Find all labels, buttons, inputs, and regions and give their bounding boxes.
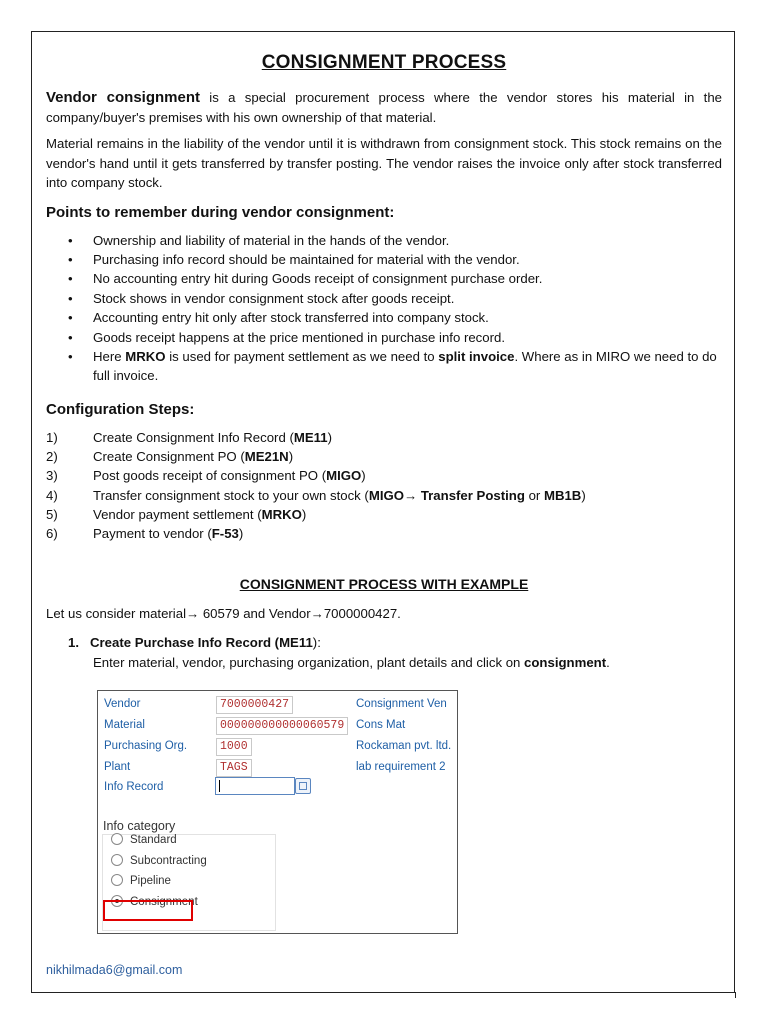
sap-row-material: Material 000000000000060579 Cons Mat [104, 715, 454, 735]
bullet-icon: • [68, 290, 73, 306]
sap-row-plant: Plant TAGS lab requirement 2 [104, 757, 454, 777]
intro-lead: Vendor consignment [46, 89, 200, 106]
list-item: • Stock shows in vendor consignment stock after goods receipt. [46, 289, 722, 308]
sap-row-vendor: Vendor 7000000427 Consignment Ven [104, 694, 454, 714]
bullet-icon: • [68, 251, 73, 267]
info-category-label: Info category [103, 819, 176, 833]
sap-row-info-record: Info Record [104, 781, 164, 793]
radio-icon[interactable] [111, 854, 123, 866]
vendor-field[interactable]: 7000000427 [216, 696, 293, 714]
list-item: • Ownership and liability of material in the hands of the vendor. [46, 231, 722, 250]
example-step-1 [46, 633, 722, 672]
sap-row-purch-org: Purchasing Org. 1000 Rockaman pvt. ltd. [104, 736, 454, 756]
radio-icon[interactable] [111, 833, 123, 845]
radio-pipeline[interactable]: Pipeline [111, 872, 171, 890]
material-field[interactable]: 000000000000060579 [216, 717, 348, 735]
config-heading: Configuration Steps: [46, 400, 195, 418]
bullet-icon: • [68, 271, 73, 287]
list-item: • Accounting entry hit only after stock transferred into company stock. [46, 308, 722, 327]
config-steps-list [46, 428, 722, 544]
bullet-icon: • [68, 232, 73, 248]
points-heading: Points to remember during vendor consignment: [46, 203, 395, 221]
example-step-1-desc: Enter material, vendor, purchasing organization, plant details and click on consignment. [93, 654, 610, 670]
sap-screenshot [97, 690, 458, 934]
example-intro: Let us consider material→ 60579 and Vendor→7000000427. [46, 605, 401, 621]
document-title: CONSIGNMENT PROCESS [261, 52, 507, 73]
plant-field[interactable]: TAGS [216, 759, 252, 777]
list-item: • Purchasing info record should be maintained for material with the vendor. [46, 250, 722, 269]
consignment-highlight-box [103, 900, 193, 921]
radio-icon[interactable] [111, 874, 123, 886]
radio-consignment[interactable]: Consignment [111, 893, 198, 911]
liability-paragraph: Material remains in the liability of the vendor until it is withdrawn from consignment stock. This stock remains on the vendor's hand until it gets transferred by transfer posting. The vendor raises the invoice only after stock transferred into company stock. [46, 136, 722, 190]
bullet-icon: • [68, 310, 73, 326]
bullet-icon: • [68, 348, 73, 364]
intro-rest: is a special procurement process where the vendor stores his material in the company/buyer's premises with his own ownership of that material. [46, 90, 722, 125]
value-help-icon[interactable] [295, 778, 311, 794]
footer-email: nikhilmada6@gmail.com [46, 963, 183, 977]
list-item: 5) Vendor payment settlement (MRKO) [46, 506, 307, 522]
purchasing-org-field[interactable]: 1000 [216, 738, 252, 756]
list-item: • No accounting entry hit during Goods receipt of consignment purchase order. [46, 269, 722, 288]
example-heading: CONSIGNMENT PROCESS WITH EXAMPLE [239, 575, 529, 592]
text-caret [219, 780, 220, 792]
page-corner-mark [735, 992, 736, 998]
list-item: • Here MRKO is used for payment settlement as we need to split invoice. Where as in MIRO we need to do full invoice. [68, 348, 717, 384]
radio-subcontracting[interactable]: Subcontracting [111, 852, 207, 870]
points-list [46, 231, 722, 386]
info-record-input[interactable] [215, 777, 295, 795]
list-item: 2) Create Consignment PO (ME21N) [46, 449, 294, 465]
intro-paragraph [46, 88, 722, 127]
radio-standard[interactable]: Standard [111, 831, 177, 849]
list-item: • Goods receipt happens at the price mentioned in purchase info record. [46, 328, 722, 347]
bullet-icon: • [68, 329, 73, 345]
document-body [46, 50, 722, 672]
example-step-1-heading: 1. Create Purchase Info Record (ME11): [68, 635, 321, 651]
list-item: 6) Payment to vendor (F-53) [46, 526, 244, 542]
list-item: 3) Post goods receipt of consignment PO (MIGO) [46, 468, 366, 484]
list-item: 1) Create Consignment Info Record (ME11) [46, 429, 332, 445]
list-item: 4) Transfer consignment stock to your own stock (MIGO→ Transfer Posting or MB1B) [46, 487, 586, 503]
